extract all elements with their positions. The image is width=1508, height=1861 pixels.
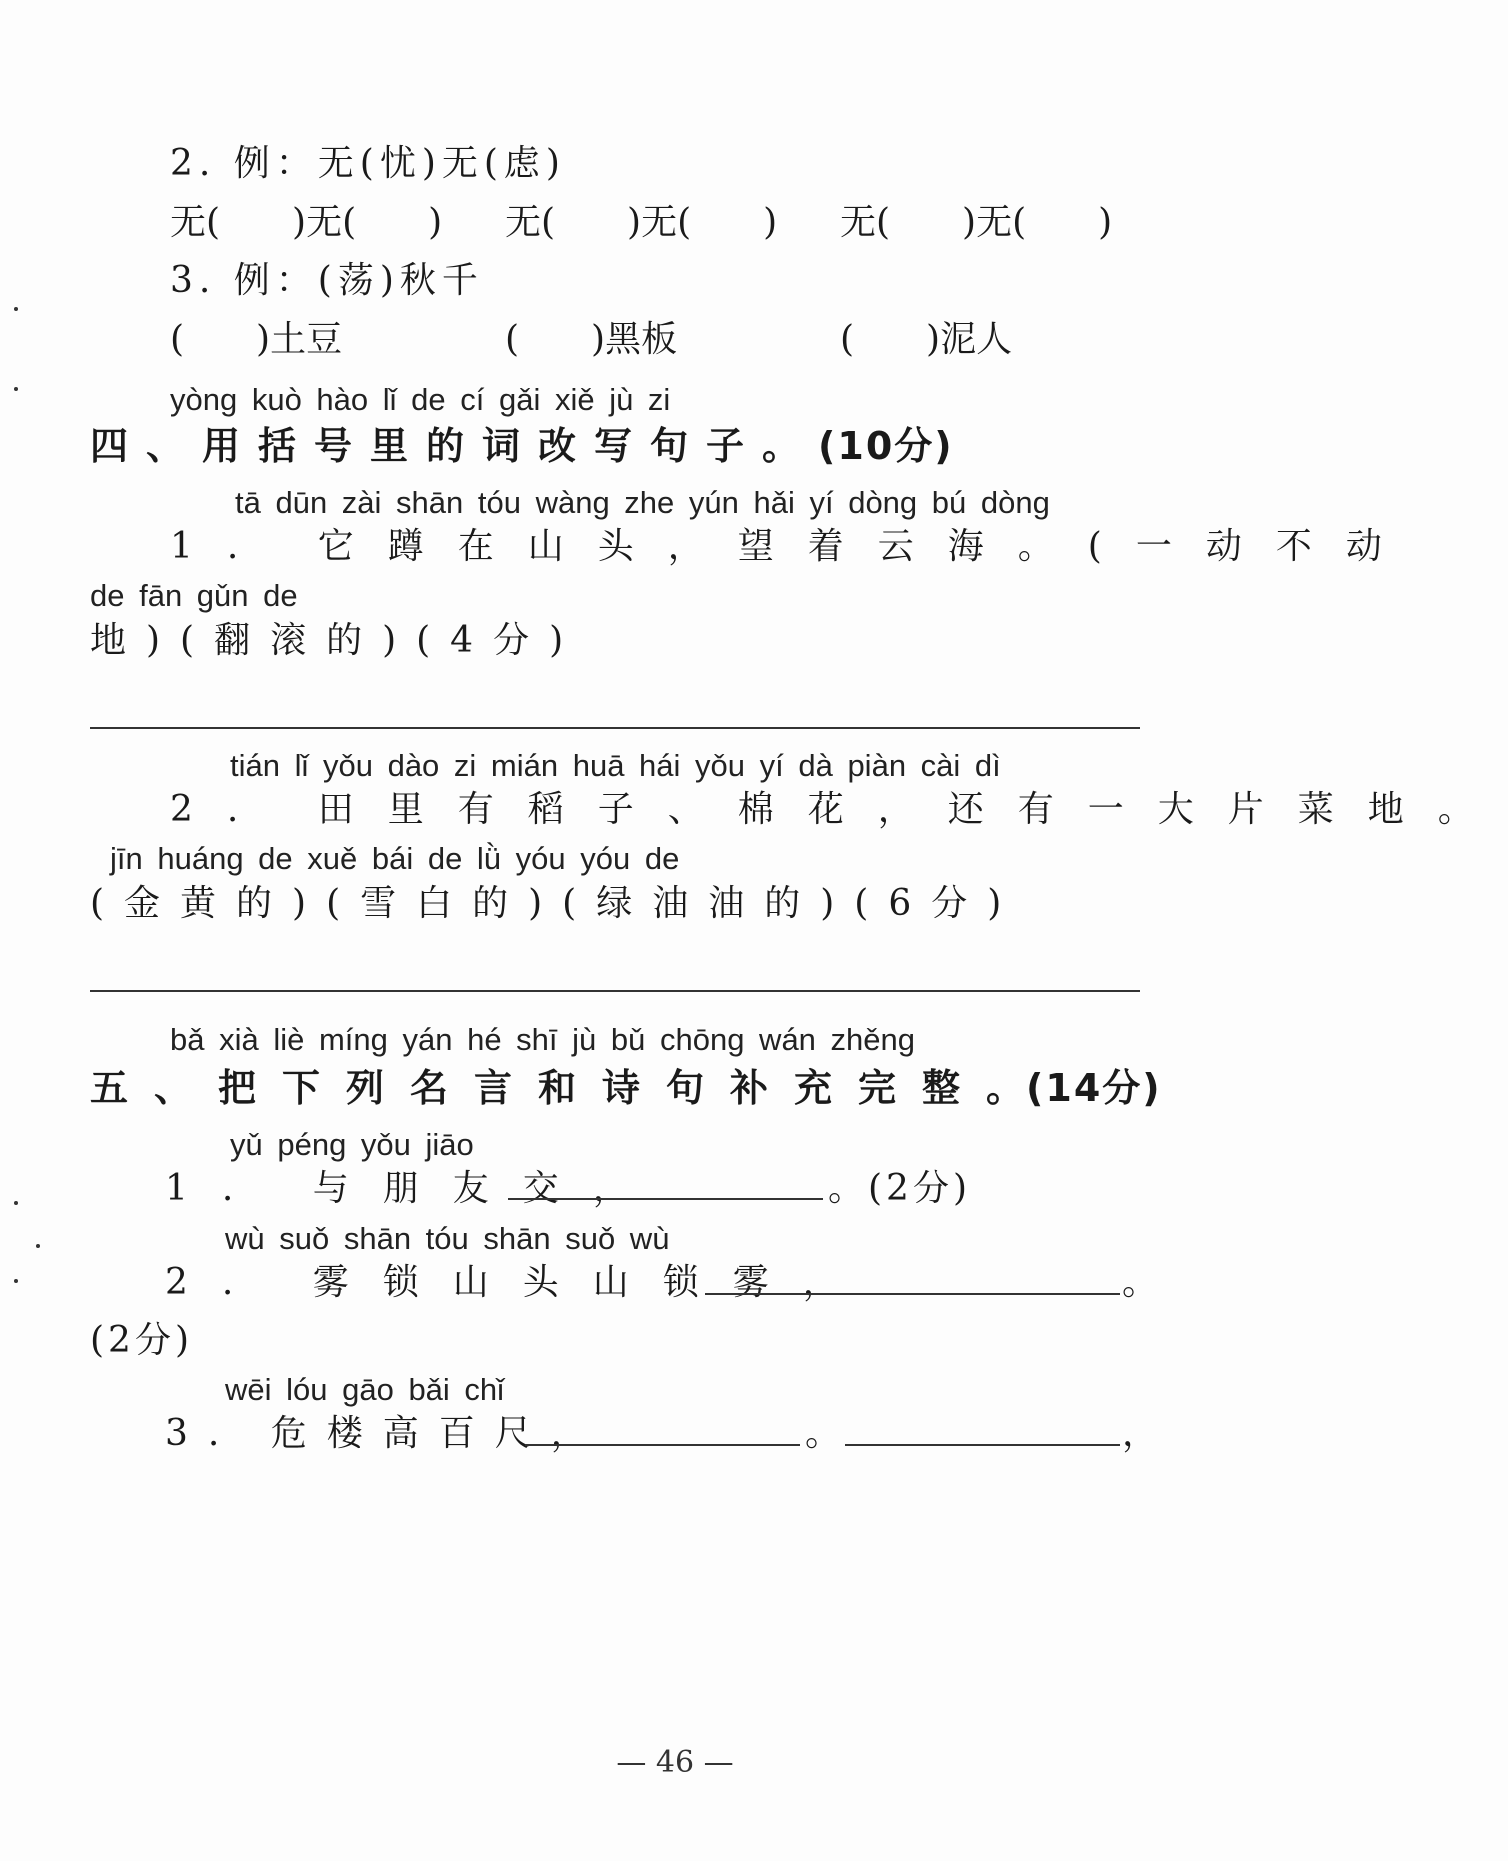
s4-q2-text2: (金黄的)(雪白的)(绿油油的)(6分) xyxy=(90,883,1022,924)
s4-q2-pinyin: tián lǐ yǒu dào zi mián huā hái yǒu yí dà piàn cài dì xyxy=(230,748,1001,783)
q3-blank-2: ( )黑板 xyxy=(505,319,678,360)
s4-q1-pinyin: tā dūn zài shān tóu wàng zhe yún hǎi yí dòng bú dòng xyxy=(235,485,1050,520)
s5-q2-end: 。 xyxy=(1122,1262,1159,1303)
q2-example: 2. 例：无(忧)无(虑) xyxy=(170,143,566,184)
q2-blank-pair-1: 无( )无( ) xyxy=(170,202,443,243)
s4-q2-answer-line[interactable] xyxy=(90,990,1140,992)
s4-q2-pinyin2: jīn huáng de xuě bái de lǜ yóu yóu de xyxy=(110,841,680,876)
s5-q2-pinyin: wù suǒ shān tóu shān suǒ wù xyxy=(225,1221,670,1256)
scan-speck xyxy=(14,387,18,391)
s4-q2-text: 2. 田里有稻子、棉花，还有一大片菜地。 xyxy=(170,789,1508,830)
s5-q3-mid: 。 xyxy=(805,1413,842,1454)
section5-score: 。(14分) xyxy=(986,1066,1162,1110)
s4-q1-answer-line[interactable] xyxy=(90,727,1140,729)
s4-q1-text2: 地)(翻滚的)(4分) xyxy=(90,620,584,661)
scan-speck xyxy=(14,1201,18,1205)
s5-q2-text: 2. 雾锁山头山锁雾， xyxy=(165,1262,873,1303)
s5-q3-blank-1[interactable] xyxy=(525,1444,800,1446)
section4-score: (10分) xyxy=(818,424,954,468)
scan-speck xyxy=(14,1279,18,1283)
s5-q1-pinyin: yǔ péng yǒu jiāo xyxy=(230,1127,474,1162)
s5-q2-score: (2分) xyxy=(90,1320,193,1361)
s4-q1-text: 1. 它蹲在山头，望着云海。(一动不动 xyxy=(170,526,1416,567)
s5-q3-pinyin: wēi lóu gāo bǎi chǐ xyxy=(225,1372,505,1407)
s5-q1-blank[interactable] xyxy=(508,1198,823,1200)
s5-q3-blank-2[interactable] xyxy=(845,1444,1120,1446)
section4-title: 四、用括号里的词改写句子。(10分) xyxy=(90,424,954,468)
scan-speck xyxy=(14,307,18,311)
scan-speck xyxy=(36,1244,40,1248)
s5-q1-end: 。(2分) xyxy=(828,1168,971,1209)
s5-q1-text: 1. 与朋友交， xyxy=(165,1168,663,1209)
section5-title: 五、把下列名言和诗句补充完整。(14分) xyxy=(90,1066,1162,1110)
s5-q3-text: 3. 危楼高百尺， xyxy=(165,1413,607,1454)
page-number: — 46 — xyxy=(616,1745,734,1780)
q2-blank-pair-2: 无( )无( ) xyxy=(505,202,778,243)
q3-blank-3: ( )泥人 xyxy=(840,319,1013,360)
q3-example: 3. 例：(荡)秋千 xyxy=(170,260,484,301)
s5-q2-blank[interactable] xyxy=(705,1293,1120,1295)
section4-title-pinyin: yòng kuò hào lǐ de cí gǎi xiě jù zi xyxy=(170,382,671,417)
q2-blank-pair-3: 无( )无( ) xyxy=(840,202,1113,243)
section5-title-pinyin: bǎ xià liè míng yán hé shī jù bǔ chōng wán zhěng xyxy=(170,1022,916,1057)
s5-q3-end: ， xyxy=(1122,1413,1159,1454)
q3-blank-1: ( )土豆 xyxy=(170,319,343,360)
s4-q1-pinyin2: de fān gǔn de xyxy=(90,578,298,613)
